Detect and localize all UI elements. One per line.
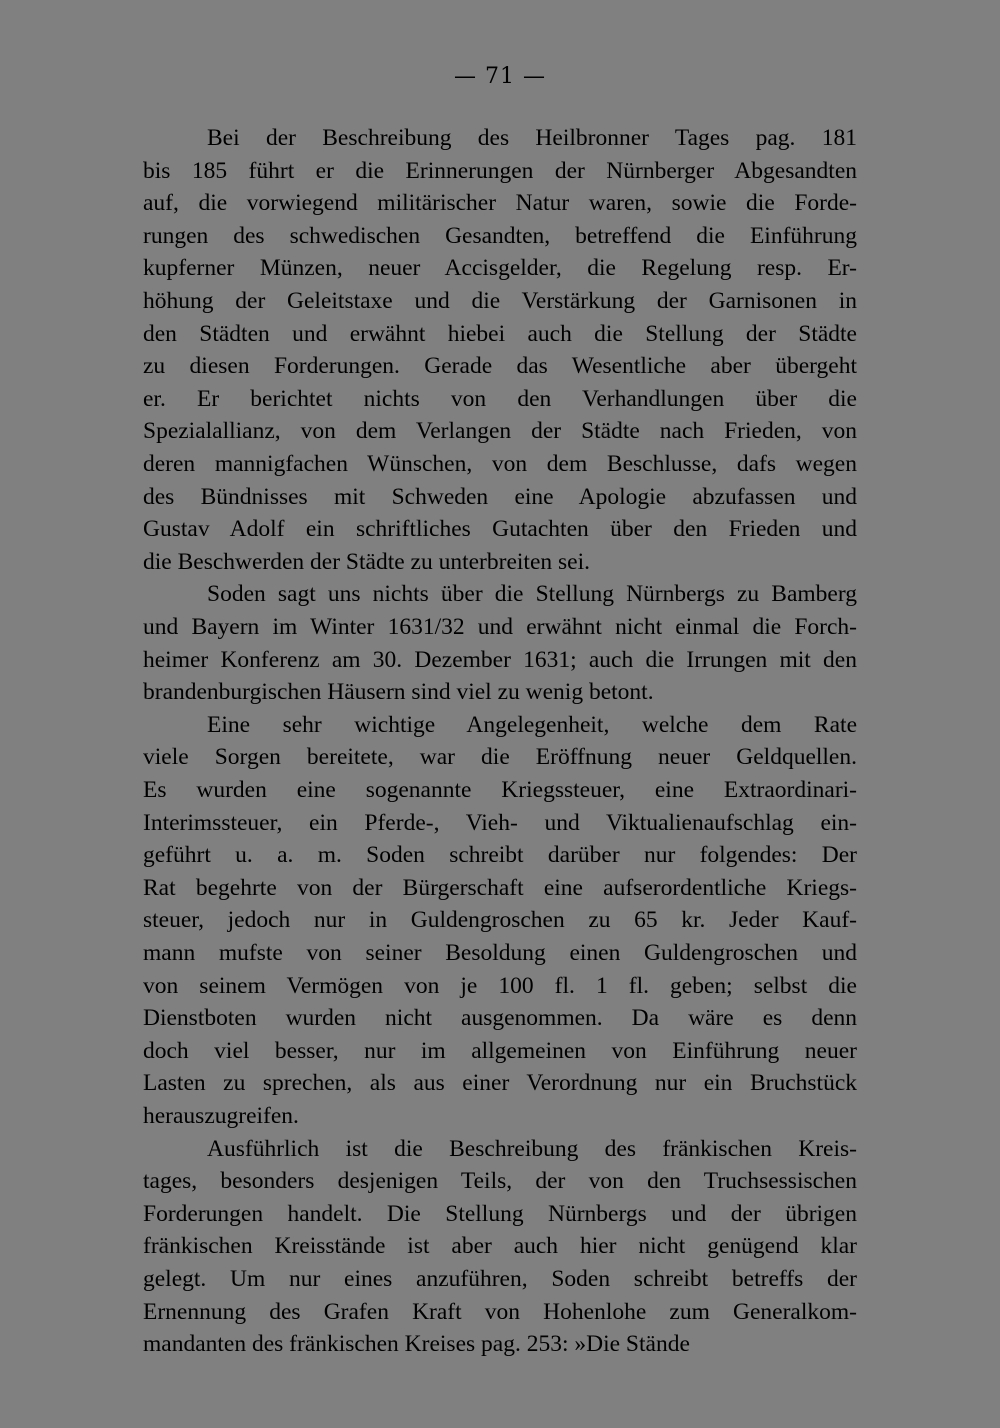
text-line: Spezialallianz, von dem Verlangen der Städte nach Frieden, von xyxy=(143,418,857,444)
text-line: des Bündnisses mit Schweden eine Apologie abzufassen und xyxy=(143,484,857,510)
text-line: Ernennung des Grafen Kraft von Hohenlohe zum Generalkom- xyxy=(143,1299,857,1325)
text-line: zu diesen Forderungen. Gerade das Wesentliche aber übergeht xyxy=(143,353,857,379)
text-line: Interimssteuer, ein Pferde-, Vieh- und Viktualienaufschlag ein- xyxy=(143,810,857,836)
text-line: den Städten und erwähnt hiebei auch die Stellung der Städte xyxy=(143,321,857,347)
text-line: heimer Konferenz am 30. Dezember 1631; auch die Irrungen mit den xyxy=(143,647,857,673)
text-line: viele Sorgen bereitete, war die Eröffnung neuer Geldquellen. xyxy=(143,744,857,770)
text-line: Lasten zu sprechen, als aus einer Verordnung nur ein Bruchstück xyxy=(143,1070,857,1096)
text-line: fränkischen Kreisstände ist aber auch hier nicht genügend klar xyxy=(143,1233,857,1259)
text-line: Forderungen handelt. Die Stellung Nürnbergs und der übrigen xyxy=(143,1201,857,1227)
text-line: brandenburgischen Häusern sind viel zu wenig betont. xyxy=(143,679,654,705)
text-line: deren mannigfachen Wünschen, von dem Beschlusse, dafs wegen xyxy=(143,451,857,477)
text-line: geführt u. a. m. Soden schreibt darüber nur folgendes: Der xyxy=(143,842,857,868)
text-line: auf, die vorwiegend militärischer Natur waren, sowie die Forde- xyxy=(143,190,857,216)
text-line: Gustav Adolf ein schriftliches Gutachten über den Frieden und xyxy=(143,516,857,542)
text-line: bis 185 führt er die Erinnerungen der Nürnberger Abgesandten xyxy=(143,158,857,184)
text-line: steuer, jedoch nur in Guldengroschen zu 65 kr. Jeder Kauf- xyxy=(143,907,857,933)
text-line: Ausführlich ist die Beschreibung des fränkischen Kreis- xyxy=(207,1136,857,1162)
text-line: Rat begehrte von der Bürgerschaft eine aufserordentliche Kriegs- xyxy=(143,875,857,901)
text-line: mandanten des fränkischen Kreises pag. 253: »Die Stände xyxy=(143,1331,690,1357)
text-line: doch viel besser, nur im allgemeinen von Einführung neuer xyxy=(143,1038,857,1064)
text-line: mann mufste von seiner Besoldung einen Guldengroschen und xyxy=(143,940,857,966)
page-number: — 71 — xyxy=(454,64,546,89)
text-line: er. Er berichtet nichts von den Verhandlungen über die xyxy=(143,386,857,412)
text-line: Bei der Beschreibung des Heilbronner Tages pag. 181 xyxy=(207,125,857,151)
text-line: höhung der Geleitstaxe und die Verstärkung der Garnisonen in xyxy=(143,288,857,314)
text-line: kupferner Münzen, neuer Accisgelder, die Regelung resp. Er- xyxy=(143,255,857,281)
text-line: von seinem Vermögen von je 100 fl. 1 fl. geben; selbst die xyxy=(143,973,857,999)
text-line: herauszugreifen. xyxy=(143,1103,299,1129)
text-line: rungen des schwedischen Gesandten, betreffend die Einführung xyxy=(143,223,857,249)
text-line: Soden sagt uns nichts über die Stellung Nürnbergs zu Bamberg xyxy=(207,581,857,607)
text-line: die Beschwerden der Städte zu unterbreiten sei. xyxy=(143,549,590,575)
text-line: und Bayern im Winter 1631/32 und erwähnt nicht einmal die Forch- xyxy=(143,614,857,640)
text-line: Es wurden eine sogenannte Kriegssteuer, eine Extraordinari- xyxy=(143,777,857,803)
text-line: Eine sehr wichtige Angelegenheit, welche dem Rate xyxy=(207,712,857,738)
text-line: tages, besonders desjenigen Teils, der von den Truchsessischen xyxy=(143,1168,857,1194)
text-line: Dienstboten wurden nicht ausgenommen. Da wäre es denn xyxy=(143,1005,857,1031)
text-line: gelegt. Um nur eines anzuführen, Soden schreibt betreffs der xyxy=(143,1266,857,1292)
